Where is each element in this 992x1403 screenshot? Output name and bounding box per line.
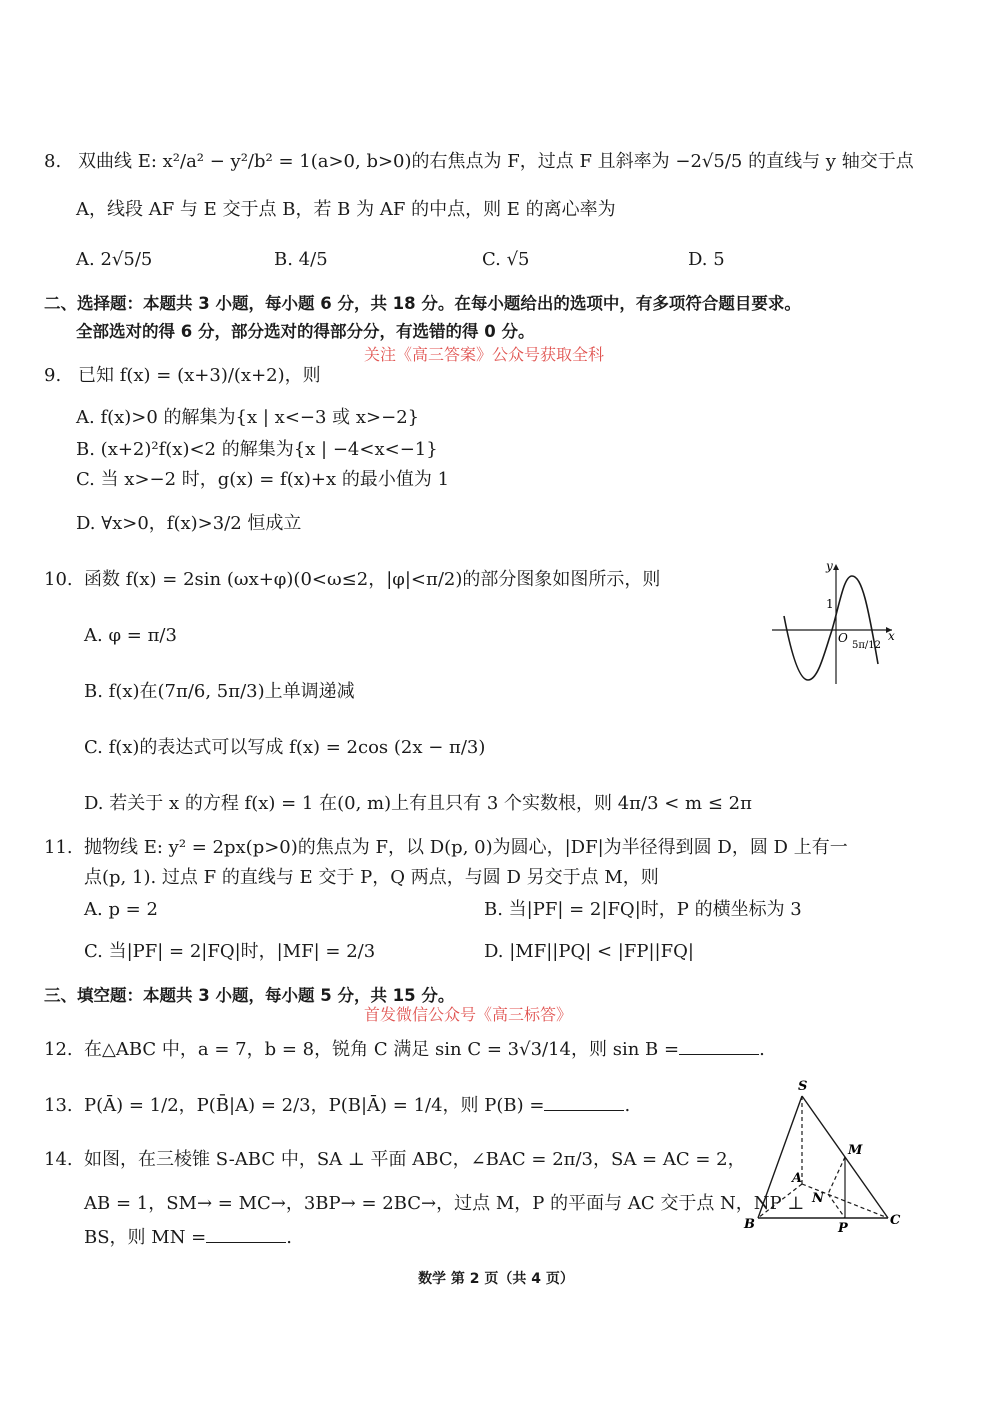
- q14-line2: AB = 1，SM→ = MC→，3BP→ = 2BC→，过点 M，P 的平面与 AC 交于点 N，NP ⊥: [84, 1193, 805, 1214]
- q12-end: .: [759, 1039, 765, 1060]
- q11-option-c: C. 当|PF| = 2|FQ|时，|MF| = 2/3: [84, 941, 376, 962]
- q12-line: [44, 1036, 765, 1062]
- q13-number: 13.: [44, 1095, 73, 1116]
- q10-option-b: B. f(x)在(7π/6, 5π/3)上单调递减: [84, 681, 355, 702]
- y-axis-arrow: [833, 564, 839, 570]
- q14-line3: [84, 1224, 292, 1250]
- label-B: B: [744, 1217, 755, 1232]
- origin-label: O: [838, 631, 848, 645]
- page-footer: 数学 第 2 页（共 4 页）: [418, 1271, 574, 1287]
- q10-option-d: D. 若关于 x 的方程 f(x) = 1 在(0, m)上有且只有 3 个实数根，则 4π/3 < m ≤ 2π: [84, 793, 752, 814]
- q10-stem: 函数 f(x) = 2sin (ωx+φ)(0<ω≤2，|φ|<π/2)的部分图象如图所示，则: [84, 569, 661, 590]
- q11-line1: [44, 836, 848, 860]
- q13-line: [44, 1092, 630, 1118]
- q11-option-b: B. 当|PF| = 2|FQ|时，P 的横坐标为 3: [484, 899, 802, 920]
- q9-stem-line: [44, 364, 321, 388]
- q13-answer-blank[interactable]: [544, 1092, 624, 1111]
- q14-pyramid-figure: [738, 1072, 908, 1238]
- q12-answer-blank[interactable]: [679, 1036, 759, 1055]
- q8-option-a: A. 2√5/5: [76, 249, 153, 270]
- q8-number: 8.: [44, 151, 62, 172]
- q13-text: P(Ā) = 1/2，P(B̄|A) = 2/3，P(B|Ā) = 1/4，则 P(B) =: [84, 1095, 545, 1116]
- q14-number: 14.: [44, 1149, 73, 1170]
- watermark-top: 关注《高三答案》公众号获取全科: [364, 345, 605, 364]
- y-one-label: 1: [826, 597, 834, 611]
- q9-option-c: C. 当 x>−2 时，g(x) = f(x)+x 的最小值为 1: [76, 469, 450, 490]
- label-A: A: [792, 1171, 803, 1186]
- segment-MN: [828, 1157, 845, 1194]
- section2-instructions: 全部选对的得 6 分，部分选对的得部分分，有选错的得 0 分。: [76, 322, 535, 341]
- q13-end: .: [624, 1095, 631, 1116]
- edge-SB: [758, 1096, 802, 1218]
- q11-text: 抛物线 E: y² = 2px(p>0)的焦点为 F，以 D(p, 0)为圆心，|DF|为半径得到圆 D，圆 D 上有一: [84, 837, 848, 858]
- q12-number: 12.: [44, 1039, 73, 1060]
- section3-heading: 三、填空题：本题共 3 小题，每小题 5 分，共 15 分。: [44, 986, 455, 1005]
- label-N: N: [812, 1191, 824, 1206]
- label-C: C: [890, 1213, 901, 1228]
- q10-number: 10.: [44, 569, 73, 590]
- x-axis-label: x: [888, 629, 895, 643]
- q11-option-a: A. p = 2: [84, 899, 158, 920]
- label-S: S: [798, 1079, 808, 1094]
- section2-heading: 二、选择题：本题共 3 小题，每小题 6 分，共 18 分。在每小题给出的选项中，有多项符合题目要求。: [44, 294, 801, 313]
- q10-stem-line: [44, 568, 660, 592]
- q14-text-end: BS，则 MN =: [84, 1227, 207, 1248]
- q10-option-a: A. φ = π/3: [84, 625, 177, 646]
- y-axis-label: y: [826, 559, 833, 573]
- q8-line2: A，线段 AF 与 E 交于点 B，若 B 为 AF 的中点，则 E 的离心率为: [76, 199, 616, 220]
- q8-option-c: C. √5: [482, 249, 530, 270]
- q9-option-a: A. f(x)>0 的解集为{x | x<−3 或 x>−2}: [76, 407, 420, 428]
- q9-option-b: B. (x+2)²f(x)<2 的解集为{x | −4<x<−1}: [76, 439, 438, 460]
- q9-stem: 已知 f(x) = (x+3)/(x+2)，则: [78, 365, 321, 386]
- q9-number: 9.: [44, 365, 62, 386]
- q8-text: 双曲线 E: x²/a² − y²/b² = 1(a>0, b>0)的右焦点为 F，过点 F 且斜率为 −2√5/5 的直线与 y 轴交于点: [78, 151, 914, 172]
- q10-option-c: C. f(x)的表达式可以写成 f(x) = 2cos (2x − π/3): [84, 737, 486, 758]
- q8-option-b: B. 4/5: [274, 249, 328, 270]
- sine-curve: [784, 576, 878, 680]
- q11-line2: 点(p, 1). 过点 F 的直线与 E 交于 P，Q 两点，与圆 D 另交于点 M，则: [84, 867, 659, 888]
- q14-line1: [44, 1148, 746, 1172]
- label-P: P: [838, 1221, 848, 1236]
- q8-option-d: D. 5: [688, 249, 725, 270]
- q10-sine-graph: [768, 558, 898, 688]
- q11-option-d: D. |MF||PQ| < |FP||FQ|: [484, 941, 694, 962]
- q14-end: .: [286, 1227, 292, 1248]
- q14-answer-blank[interactable]: [206, 1224, 286, 1243]
- q9-option-d: D. ∀x>0，f(x)>3/2 恒成立: [76, 513, 302, 534]
- q11-number: 11.: [44, 837, 73, 858]
- q12-text: 在△ABC 中，a = 7，b = 8，锐角 C 满足 sin C = 3√3/14，则 sin B =: [84, 1039, 680, 1060]
- label-M: M: [848, 1143, 863, 1158]
- q14-text: 如图，在三棱锥 S-ABC 中，SA ⊥ 平面 ABC，∠BAC = 2π/3，SA = AC = 2，: [84, 1149, 746, 1170]
- q8-line1: [44, 150, 914, 174]
- watermark-bottom: 首发微信公众号《高三标答》: [364, 1005, 573, 1024]
- x-tick-label: 5π/12: [852, 640, 882, 651]
